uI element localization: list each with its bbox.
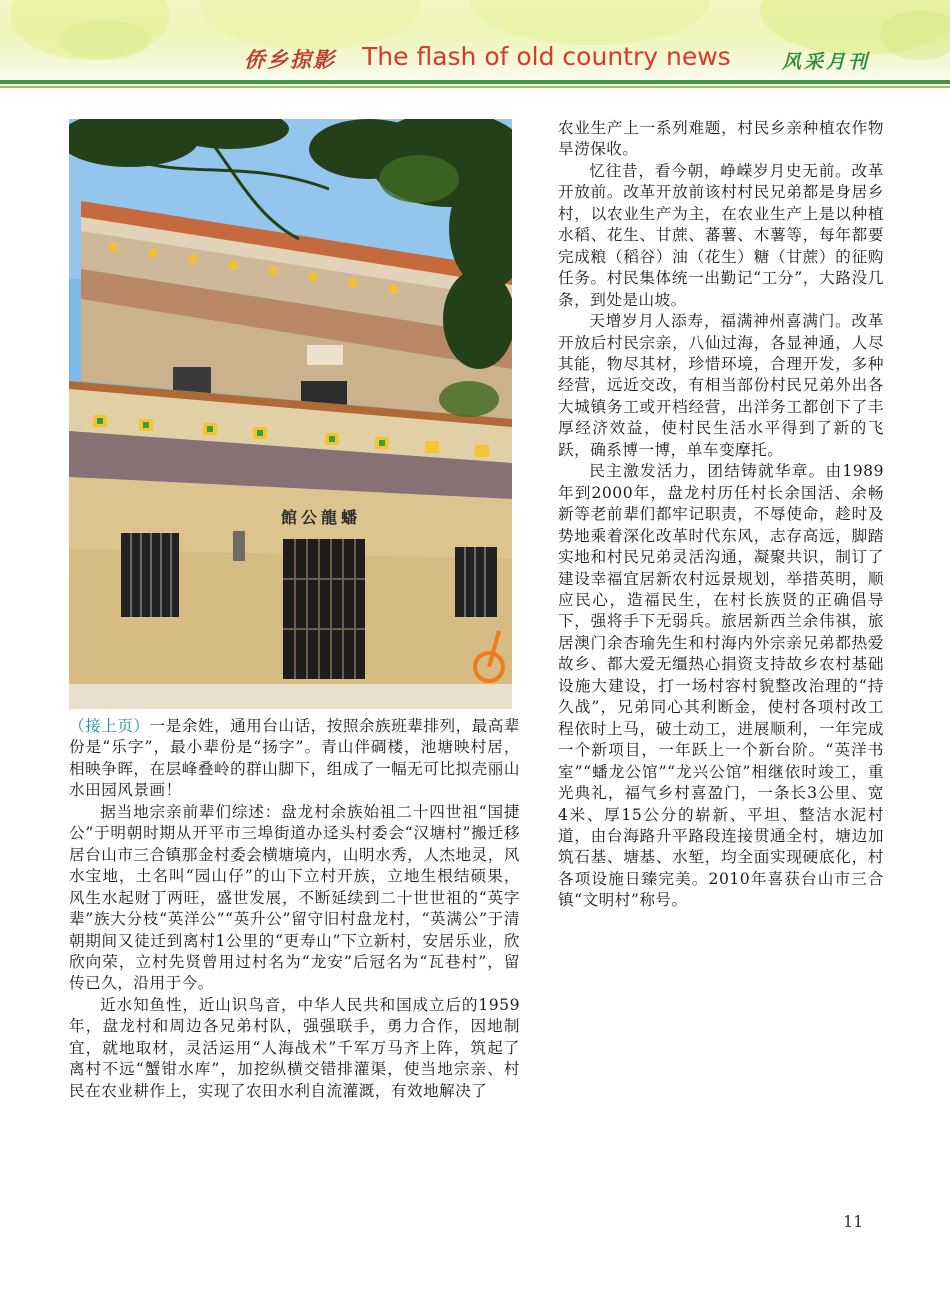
paragraph: 农业生产上一系列难题，村民乡亲种植农作物旱涝保收。 [558, 119, 884, 159]
page-number: 11 [843, 1212, 864, 1231]
paragraph: 忆往昔，看今朝，峥嵘岁月史无前。改革开放前。改革开放前该村村民兄弟都是身居乡村，以农业生产为主，在农业生产上是以种植水稻、花生、甘蔗、蕃薯、木薯等，每年都要完成粮（稻谷）油（花生）糖（甘蔗）的征购任务。村民集体统一出勤记“工分”，大路没几条，到处是山坡。 [558, 161, 884, 309]
section-title-cn: 侨乡掠影 [244, 48, 336, 72]
paragraph: 天增岁月人添寿，福满神州喜满门。改革开放后村民宗亲，八仙过海，各显神通，人尽其能，物尽其材，珍惜环境，合理开发，多种经营，远近交改，有相当部份村民兄弟外出各大城镇务工或开档经营，出洋务工都创下了丰厚经济效益，使村民生活水平得到了新的飞跃，确系博一博，单车变摩托。 [558, 312, 884, 459]
header-rule [0, 80, 950, 84]
paragraph [69, 716, 520, 802]
section-title-en: The flash of old country news [362, 42, 731, 71]
header-decoration [470, 0, 710, 45]
header-decoration [60, 20, 150, 60]
building-photo [69, 119, 512, 709]
building-sign: 館公龍蟠 [281, 508, 362, 527]
right-column-text [558, 118, 884, 912]
magazine-title: 风采月刊 [782, 51, 871, 73]
paragraph: 据当地宗亲前辈们综述：盘龙村余族始祖二十四世祖“国捷公”于明朝时期从开平市三埠街道办迳头村委会“汉塘村”搬迁移居台山市三合镇那金村委会横塘境内，山明水秀，人杰地灵，风水宝地，土名叫“园山仔”的山下立村开族，立地生根结硕果，风生水起财丁两旺，盛世发展，不断延续到二十世世祖的“英字辈”族大分枝“英洋公”“英升公”留守旧村盘龙村，“英满公”于清朝期间又徒迁到离村1公里的“更寿山”下立新村，安居乐业，欣欣向荣，立村先贤曾用过村名为“龙安”后冠名为“瓦巷村”，留传已久，沿用于今。 [69, 802, 520, 993]
page-header [0, 0, 950, 92]
paragraph: 民主激发活力，团结铸就华章。由1989年到2000年，盘龙村历任村长余国活、余畅新等老前辈们都牢记职责，不辱使命，趁时及势地乘着深化改革时代东风，志存高远，脚踏实地和村民兄弟灵活沟通，凝聚共识，制订了建设幸福宜居新农村远景规划，举措英明，顺应民心，造福民生，在村长族贤的正确倡导下，强将手下无弱兵。旅居新西兰余伟祺，旅居澳门余杏瑜先生和村海内外宗亲兄弟都热爱故乡、都大爱无缰热心捐资支持故乡农村基础设施大建设，打一场村容村貌整改治理的“持久战”，兄弟同心其利断金，使村各项村改工程依时上马，破土动工，进展顺利，一年完成一个新项目，一年跃上一个新台阶。“英洋书室”“蟠龙公馆”“龙兴公馆”相继依时竣工，重光典礼，福气乡村喜盈门，一条长3公里、宽4米、厚15公分的崭新、平坦、整洁水泥村道，由台海路升平路段连接贯通全村，塘边加筑石基、塘基、水堑，均全面实现硬底化，村各项设施日臻完美。2010年喜获台山市三合镇“文明村”称号。 [558, 462, 884, 910]
left-column-text [69, 716, 520, 1102]
header-rule-thin [0, 86, 950, 88]
building-illustration [69, 119, 512, 709]
header-decoration [880, 10, 950, 60]
paragraph-text: 一是余姓，通用台山话，按照余族班辈排列，最高辈份是“乐字”，最小辈份是“扬字”。青山伴碉楼，池塘映村居，相映争晖，在层峰叠岭的群山脚下，组成了一幅无可比拟壳丽山水田园风景画！ [69, 717, 520, 800]
paragraph: 近水知鱼性，近山识鸟音，中华人民共和国成立后的1959年，盘龙村和周边各兄弟村队，强强联手，勇力合作，因地制宜，就地取材，灵活运用“人海战术”千军万马齐上阵，筑起了离村不远“蟹钳水库”，加挖纵横交错排灌渠，使当地宗亲、村民在农业耕作上，实现了农田水利自流灌溉，有效地解决了 [69, 995, 520, 1100]
continued-marker: （接上页） [69, 717, 150, 735]
